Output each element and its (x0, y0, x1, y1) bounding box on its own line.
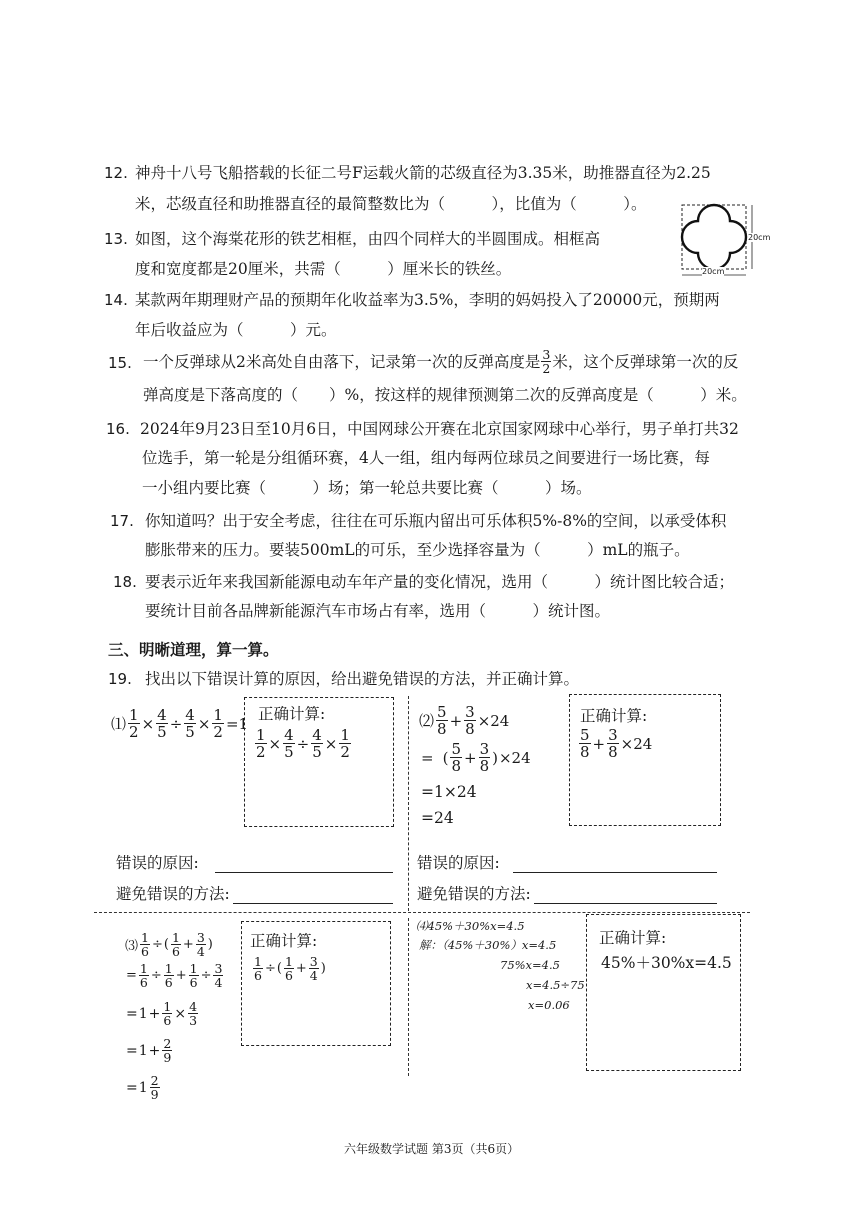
p1-frac-2: $\frac{4}{5}$ (157, 706, 167, 741)
q15-line2: 弹高度是下落高度的（ ）%，按这样的规律预测第二次的反弹高度是（ ）米。 (143, 386, 747, 404)
p2-correct-label: 正确计算: (580, 707, 648, 725)
q19-number: 19. (108, 670, 132, 688)
q18-line2: 要统计目前各品牌新能源汽车市场占有率，选用（ ）统计图。 (145, 602, 611, 620)
q13-number: 13. (104, 230, 128, 248)
p4-wrong-line5: x=0.06 (528, 998, 570, 1012)
q17-number: 17. (110, 512, 134, 530)
p1-method-label: 避免错误的方法: (116, 885, 230, 903)
p2-wrong-line1: ⑵ $\frac{5}{8}$ + $\frac{3}{8}$ ×24 (419, 703, 510, 738)
p2-method-blank[interactable] (534, 883, 717, 904)
section-3-title: 三、明晰道理，算一算。 (108, 640, 279, 659)
q16-number: 16. (106, 420, 130, 438)
q13-line2: 度和宽度都是20厘米，共需（ ）厘米长的铁丝。 (135, 260, 512, 278)
column-divider-bottom (408, 918, 409, 1076)
begonia-frame-figure (678, 201, 771, 281)
p1-frac-1: $\frac{1}{2}$ (129, 706, 139, 741)
q19-instruction: 找出以下错误计算的原因，给出避免错误的方法，并正确计算。 (145, 670, 580, 688)
p2-wrong-line2: = ( $\frac{5}{8}$ + $\frac{3}{8}$ ) ×24 (421, 740, 531, 775)
p2-method-label: 避免错误的方法: (417, 885, 531, 903)
p3-wrong-line3: = 1 + $\frac{1}{6}$ × $\frac{4}{3}$ (126, 999, 198, 1028)
p3-correct-expression: $\frac{1}{6}$ ÷ ( $\frac{1}{6}$ + $\frac{3}{4}$ ) (254, 954, 326, 983)
p4-correct-expression: 45%＋30%x=4.5 (601, 954, 732, 972)
p2-wrong-line3: =1×24 (421, 783, 477, 801)
p1-reason-blank[interactable] (215, 852, 393, 873)
p3-wrong-line5: = 1 $\frac{2}{9}$ (126, 1073, 159, 1102)
q15-line1-a: 一个反弹球从2米高处自由落下，记录第一次的反弹高度是 (143, 352, 541, 371)
q12-number: 12. (104, 164, 128, 182)
p4-wrong-line1: ⑷45%＋30%x=4.5 (416, 919, 525, 933)
figure-width-label: 20cm (702, 267, 725, 276)
q14-line2: 年后收益应为（ ）元。 (135, 321, 337, 339)
p3-correct-label: 正确计算: (250, 932, 318, 950)
p3-wrong-line1: ⑶ $\frac{1}{6}$ ÷ ( $\frac{1}{6}$ + $\frac{3}{4}$ ) (125, 930, 213, 959)
p1-correct-expression: $\frac{1}{2}$ × $\frac{4}{5}$ ÷ $\frac{4}{5}$ × $\frac{1}{2}$ (256, 726, 350, 761)
q17-line1: 你知道吗？出于安全考虑，往往在可乐瓶内留出可乐体积5%-8%的空间，以承受体积 (145, 512, 727, 530)
p1-method-blank[interactable] (233, 883, 393, 904)
q16-line2: 位选手，第一轮是分组循环赛，4人一组，组内每两位球员之间要进行一场比赛，每 (142, 449, 710, 467)
q12-line1: 神舟十八号飞船搭载的长征二号F运载火箭的芯级直径为3.35米，助推器直径为2.25 (135, 164, 711, 182)
p4-wrong-line3: 75%x=4.5 (500, 958, 560, 972)
p1-frac-4: $\frac{1}{2}$ (213, 706, 223, 741)
p2-reason-label: 错误的原因: (417, 854, 500, 872)
p3-wrong-line2: = $\frac{1}{6}$ ÷ $\frac{1}{6}$ + $\frac{1}{6}$ ÷ $\frac{3}{4}$ (126, 961, 223, 990)
q15-fraction: $\frac{3}{2}$ (542, 347, 551, 376)
page-footer: 六年级数学试题 第3页（共6页） (344, 1142, 520, 1156)
p4-wrong-line4: x=4.5÷75 (526, 978, 585, 992)
q14-number: 14. (104, 291, 128, 309)
q18-line1: 要表示近年来我国新能源电动车年产量的变化情况，选用（ ）统计图比较合适； (145, 573, 735, 591)
q18-number: 18. (113, 573, 137, 591)
q14-line1: 某款两年期理财产品的预期年化收益率为3.5%，李明的妈妈投入了20000元，预期两 (135, 291, 720, 309)
p1-frac-3: $\frac{4}{5}$ (185, 706, 195, 741)
column-divider-top (408, 696, 409, 911)
p1-correct-label: 正确计算: (258, 705, 326, 723)
row-divider (94, 912, 750, 913)
p2-correct-expression: $\frac{5}{8}$ + $\frac{3}{8}$ ×24 (580, 726, 653, 761)
q16-line3: 一小组内要比赛（ ）场；第一轮总共要比赛（ ）场。 (142, 479, 592, 497)
q17-line2: 膨胀带来的压力。要装500mL的可乐，至少选择容量为（ ）mL的瓶子。 (145, 541, 690, 559)
figure-height-label: 20cm (748, 233, 771, 242)
p1-wrong-expression: ⑴ $\frac{1}{2}$ × $\frac{4}{5}$ ÷ $\frac{4}{5}$ × $\frac{1}{2}$ =1 (111, 706, 249, 741)
q16-line1: 2024年9月23日至10月6日，中国网球公开赛在北京国家网球中心举行，男子单打共32 (140, 420, 739, 438)
q12-line2: 米，芯级直径和助推器直径的最简整数比为（ ），比值为（ ）。 (135, 195, 647, 213)
p1-reason-label: 错误的原因: (116, 854, 199, 872)
q15-line1 (143, 348, 738, 375)
p4-wrong-line2: 解：（45%＋30%）x=4.5 (419, 938, 557, 952)
p2-wrong-line4: =24 (421, 809, 454, 827)
p4-correct-label: 正确计算: (599, 929, 667, 947)
p3-wrong-line4: = 1 + $\frac{2}{9}$ (126, 1036, 172, 1065)
q15-number: 15. (108, 354, 132, 372)
q15-line1-b: 米，这个反弹球第一次的反 (552, 352, 739, 371)
p2-reason-blank[interactable] (513, 852, 717, 873)
q13-line1: 如图，这个海棠花形的铁艺相框，由四个同样大的半圆围成。相框高 (135, 230, 601, 248)
